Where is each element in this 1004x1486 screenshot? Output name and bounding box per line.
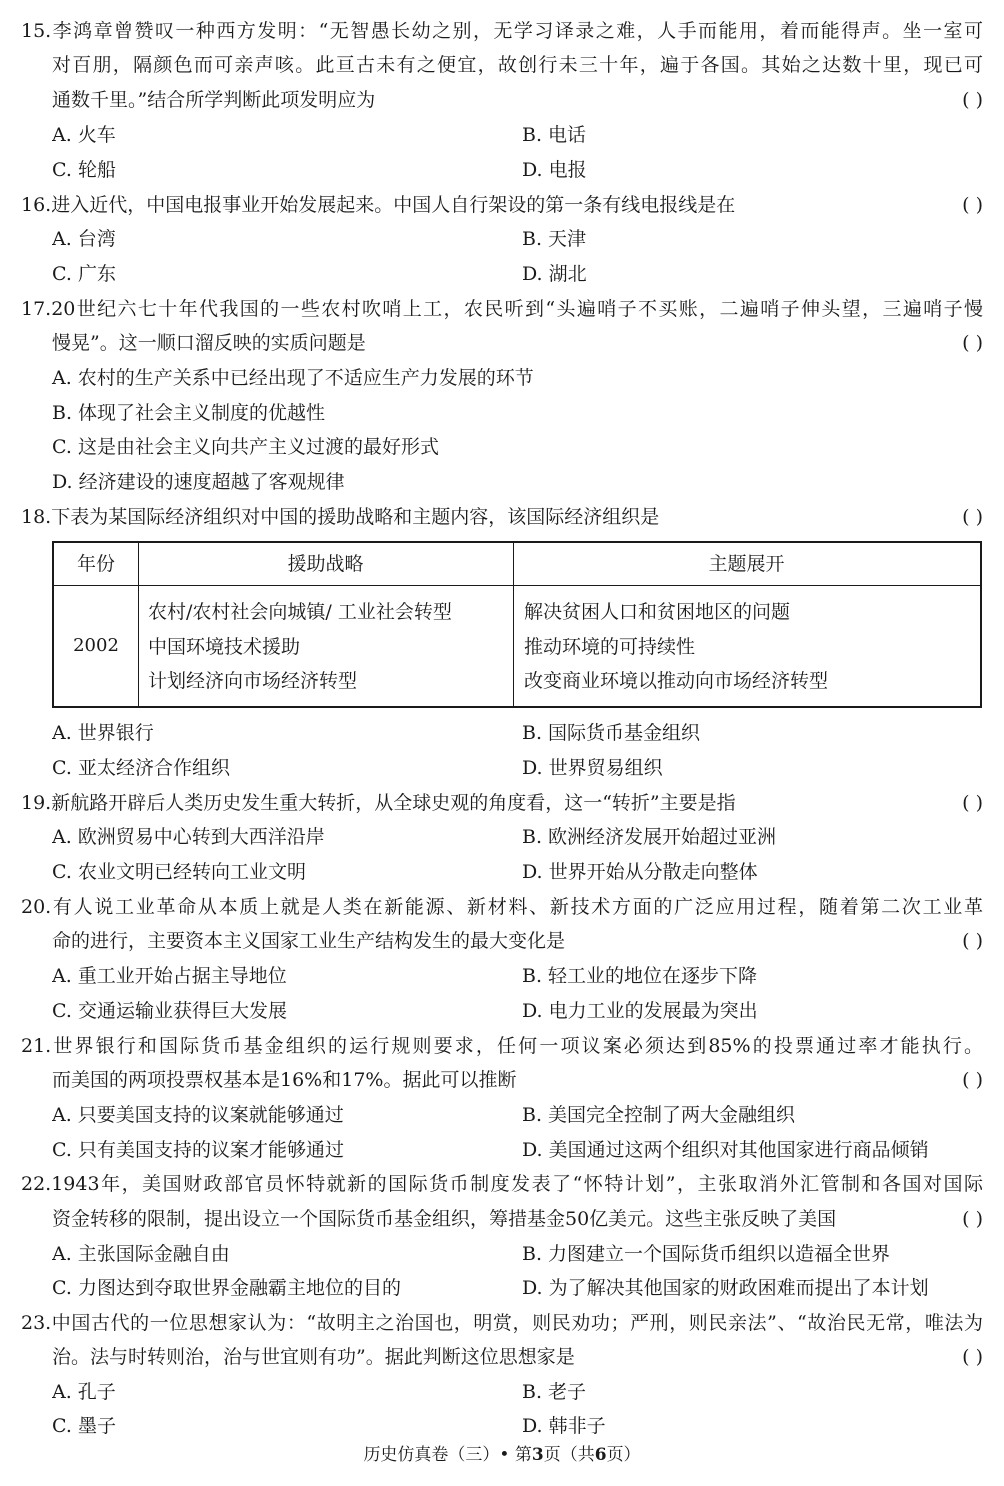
- aid-strategy-table: [52, 541, 982, 708]
- table-header-year: 年份: [76, 553, 115, 575]
- strategy-item: 农村/农村社会向城镇/ 工业社会转型: [148, 601, 452, 623]
- q18-option-b: B. 国际货币基金组织: [522, 722, 701, 744]
- q20-options-row-1: [52, 959, 983, 994]
- q19-stem-line-1: 19.新航路开辟后人类历史发生重大转折，从全球史观的角度看，这一“转折”主要是指: [21, 792, 736, 814]
- q17-option-c: C. 这是由社会主义向共产主义过渡的最好形式: [52, 436, 439, 458]
- table-header-theme: 主题展开: [708, 553, 785, 575]
- q15-option-a: A. 火车: [52, 124, 116, 146]
- q18-option-c: C. 亚太经济合作组织: [52, 757, 230, 779]
- q23-answer-bracket: ( ): [962, 1346, 983, 1368]
- q20-options-row-2: [52, 994, 983, 1029]
- q23-stem-line-2: 治。法与时转则治，治与世宜则有功”。据此判断这位思想家是: [52, 1346, 575, 1368]
- q15-stem-line-3: 通数千里。”结合所学判断此项发明应为: [52, 89, 376, 111]
- theme-item: 改变商业环境以推动向市场经济转型: [524, 670, 829, 692]
- q15-option-d: D. 电报: [522, 159, 587, 181]
- q19-options-row-2: [52, 855, 983, 890]
- q20-option-a: A. 重工业开始占据主导地位: [52, 965, 287, 987]
- table-header-strategy: 援助战略: [287, 553, 364, 575]
- q22-options-row-2: [52, 1271, 983, 1306]
- q17-option-a: A. 农村的生产关系中已经出现了不适应生产力发展的环节: [52, 367, 534, 389]
- strategy-item: 中国环境技术援助: [148, 635, 301, 658]
- page-footer: [0, 1440, 1004, 1470]
- q16-option-d: D. 湖北: [522, 263, 587, 285]
- q15-answer-bracket: ( ): [962, 89, 983, 111]
- theme-item: 解决贫困人口和贫困地区的问题: [524, 601, 791, 623]
- q20-stem-line-2: 命的进行，主要资本主义国家工业生产结构发生的最大变化是: [52, 930, 566, 952]
- q15-options-row-2: [52, 153, 983, 188]
- q16-option-c: C. 广东: [52, 263, 116, 285]
- q20-answer-bracket: ( ): [962, 930, 983, 952]
- footer-page-number: 3: [531, 1445, 544, 1465]
- theme-item: 推动环境的可持续性: [524, 635, 696, 658]
- q16-option-a: A. 台湾: [52, 228, 116, 250]
- q19-option-b: B. 欧洲经济发展开始超过亚洲: [522, 826, 777, 848]
- q20-option-d: D. 电力工业的发展最为突出: [522, 1000, 758, 1022]
- footer-middle: 页（共: [543, 1445, 595, 1465]
- q23-option-a: A. 孔子: [52, 1381, 116, 1403]
- q19-option-a: A. 欧洲贸易中心转到大西洋沿岸: [52, 826, 325, 848]
- q20-stem-line-1: 20.有人说工业革命从本质上就是人类在新能源、新材料、新技术方面的广泛应用过程，随着第二次工业革: [21, 896, 983, 918]
- q17-option-b: B. 体现了社会主义制度的优越性: [52, 402, 326, 424]
- q19-option-d: D. 世界开始从分散走向整体: [522, 861, 758, 883]
- q19-answer-bracket: ( ): [962, 792, 983, 814]
- q18-option-d: D. 世界贸易组织: [522, 757, 663, 779]
- q16-answer-bracket: ( ): [962, 194, 983, 216]
- q15-stem-line-1: 15.李鸿章曾赞叹一种西方发明：“无智愚长幼之别，无学习译录之难，人手而能用，着而能得声。坐一室可: [21, 20, 983, 42]
- q19-option-c: C. 农业文明已经转向工业文明: [52, 861, 306, 883]
- q23-options-row-2: [52, 1409, 983, 1444]
- q18-answer-bracket: ( ): [962, 506, 983, 528]
- footer-total-pages: 6: [594, 1445, 607, 1465]
- q17-stem-line-2: 慢晃”。这一顺口溜反映的实质问题是: [52, 332, 366, 354]
- footer-suffix: 页）: [606, 1445, 641, 1465]
- q17-option-d: D. 经济建设的速度超越了客观规律: [52, 471, 345, 493]
- q20-option-b: B. 轻工业的地位在逐步下降: [522, 965, 758, 987]
- table-cell-year: 2002: [73, 635, 119, 656]
- q19-options-row-1: [52, 820, 983, 855]
- q17-answer-bracket: ( ): [962, 332, 983, 354]
- q21-options-row-2: [52, 1133, 983, 1168]
- q15-options-row-1: [52, 118, 983, 153]
- q22-option-a: A. 主张国际金融自由: [52, 1243, 230, 1265]
- q22-stem-line-2: 资金转移的限制，提出设立一个国际货币基金组织，筹措基金50亿美元。这些主张反映了美国: [52, 1208, 837, 1230]
- q22-answer-bracket: ( ): [962, 1208, 983, 1230]
- q22-stem-line-1: 22.1943年，美国财政部官员怀特就新的国际货币制度发表了“怀特计划”，主张取消外汇管制和各国对国际: [21, 1173, 983, 1195]
- q21-option-c: C. 只有美国支持的议案才能够通过: [52, 1139, 344, 1161]
- q21-option-b: B. 美国完全控制了两大金融组织: [522, 1104, 796, 1126]
- q23-stem-line-1: 23.中国古代的一位思想家认为：“故明主之治国也，明赏，则民劝功；严刑，则民亲法”、“故治民无常，唯法为: [21, 1312, 983, 1334]
- q21-option-a: A. 只要美国支持的议案就能够通过: [52, 1104, 344, 1126]
- q23-option-d: D. 韩非子: [522, 1415, 606, 1437]
- q22-option-b: B. 力图建立一个国际货币组织以造福全世界: [522, 1243, 891, 1265]
- q15-stem-line-2: 对百朋，隔颜色而可亲声咳。此亘古未有之便宜，故创行未三十年，遍于各国。其始之达数十里，现已可: [52, 54, 983, 76]
- q23-option-c: C. 墨子: [52, 1415, 116, 1437]
- q22-options-row-1: [52, 1237, 983, 1272]
- footer-prefix: 历史仿真卷（三）• 第: [363, 1445, 532, 1465]
- q23-options-row-1: [52, 1375, 983, 1410]
- q21-answer-bracket: ( ): [962, 1069, 983, 1091]
- q21-stem-line-2: 而美国的两项投票权基本是16%和17%。据此可以推断: [52, 1069, 517, 1091]
- q16-option-b: B. 天津: [522, 228, 587, 250]
- strategy-item: 计划经济向市场经济转型: [148, 670, 358, 692]
- table-cell-strategy: [148, 595, 452, 699]
- q21-options-row-1: [52, 1098, 983, 1133]
- q21-option-d: D. 美国通过这两个组织对其他国家进行商品倾销: [522, 1139, 929, 1161]
- q18-options-row-1: [52, 716, 983, 751]
- q22-option-d: D. 为了解决其他国家的财政困难而提出了本计划: [522, 1277, 929, 1299]
- q22-option-c: C. 力图达到夺取世界金融霸主地位的目的: [52, 1277, 401, 1299]
- q16-options-row-2: [52, 257, 983, 292]
- q15-option-b: B. 电话: [522, 124, 587, 146]
- q23-option-b: B. 老子: [522, 1381, 587, 1403]
- q18-options-row-2: [52, 751, 983, 786]
- q20-option-c: C. 交通运输业获得巨大发展: [52, 1000, 287, 1022]
- q18-option-a: A. 世界银行: [52, 722, 154, 744]
- q21-stem-line-1: 21.世界银行和国际货币基金组织的运行规则要求，任何一项议案必须达到85%的投票通过率才能执行。: [21, 1035, 983, 1057]
- q17-stem-line-1: 17.20世纪六七十年代我国的一些农村吹哨上工，农民听到“头遍哨子不买账，二遍哨子伸头望，三遍哨子慢: [21, 298, 983, 320]
- table-cell-theme: [524, 595, 828, 699]
- q16-stem-line-1: 16.进入近代，中国电报事业开始发展起来。中国人自行架设的第一条有线电报线是在: [21, 194, 736, 216]
- q18-stem-line-1: 18.下表为某国际经济组织对中国的援助战略和主题内容，该国际经济组织是: [21, 506, 660, 528]
- q15-option-c: C. 轮船: [52, 159, 116, 181]
- q16-options-row-1: [52, 222, 983, 257]
